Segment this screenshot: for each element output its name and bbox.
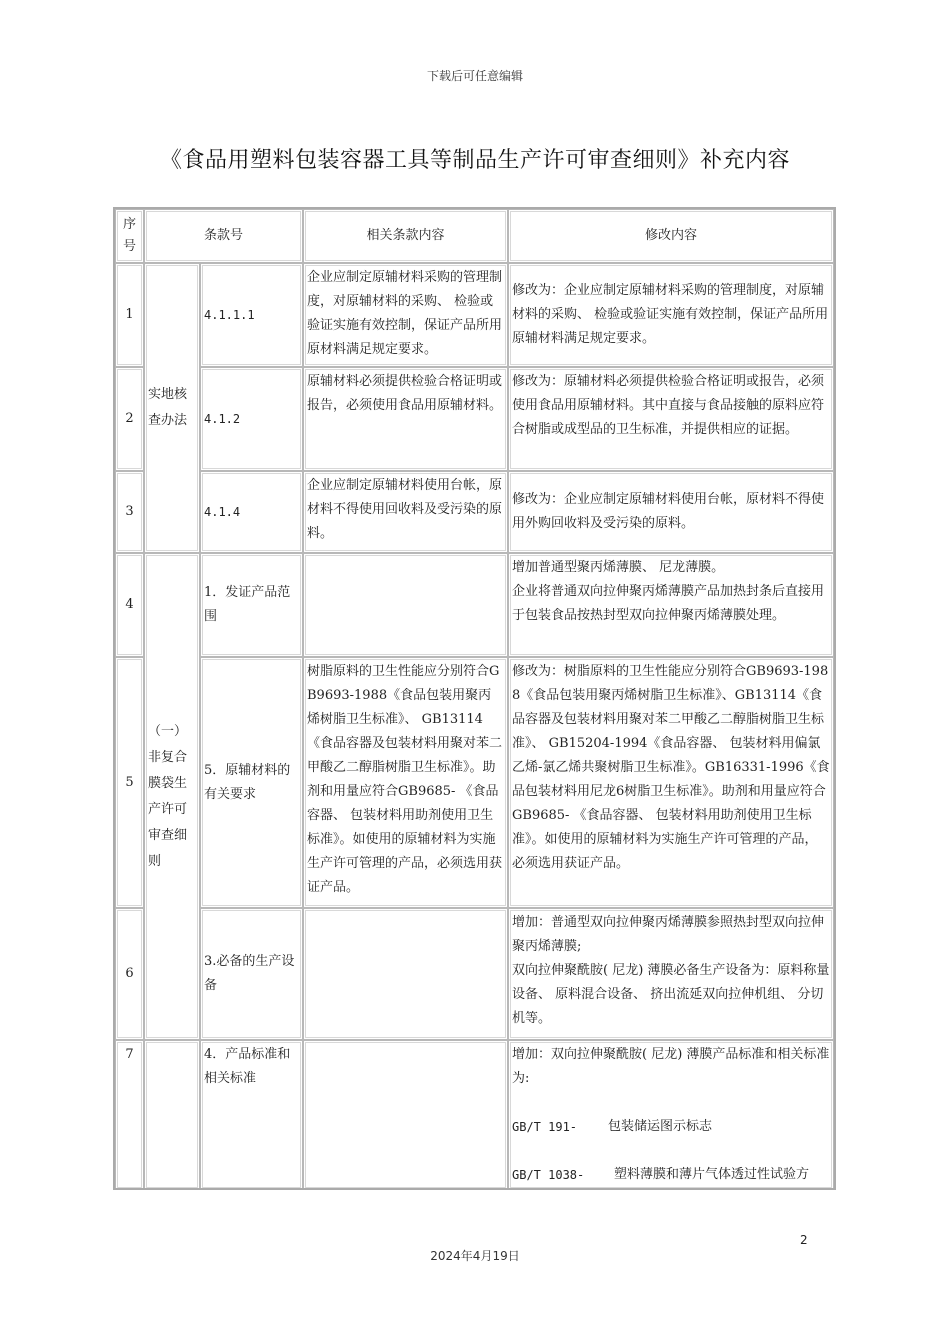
row-related <box>303 908 508 1040</box>
row-modified <box>508 1040 834 1190</box>
standard-entry <box>512 1115 830 1139</box>
row-modified: 修改为：企业应制定原辅材料使用台帐，原材料不得使用外购回收料及受污染的原料。 <box>508 471 834 553</box>
row-modified: 增加：普通型双向拉伸聚丙烯薄膜参照热封型双向拉伸聚丙烯薄膜; 双向拉伸聚酰胺( 尼龙) 薄膜必备生产设备为：原料称量设备、 原料混合设备、 挤出流延双向拉伸机组、 分切机等。 <box>508 908 834 1040</box>
row-seq: 3 <box>115 471 144 553</box>
row-seq: 5 <box>115 657 144 908</box>
supplement-table <box>113 207 836 1190</box>
row-seq: 6 <box>115 908 144 1040</box>
group-non-composite-film: （一）非复合膜袋生产许可审查细则 <box>144 553 200 1040</box>
row-clause: 5．原辅材料的有关要求 <box>200 657 303 908</box>
row-clause: 3.必备的生产设备 <box>200 908 303 1040</box>
header-related: 相关条款内容 <box>303 209 508 263</box>
row-related: 原辅材料必须提供检验合格证明或报告，必须使用食品用原辅材料。 <box>303 367 508 471</box>
row-seq: 4 <box>115 553 144 657</box>
row-related <box>303 1040 508 1190</box>
standard-code: GB/T 191- <box>512 1120 578 1134</box>
document-title: 《食品用塑料包装容器工具等制品生产许可审查细则》补充内容 <box>159 148 790 173</box>
row-related: 树脂原料的卫生性能应分别符合GB9693-1988《食品包装用聚丙烯树脂卫生标准》、 GB13114《食品容器及包装材料用聚对苯二甲酸乙二醇脂树脂卫生标准》。助剂和用量应符合GB9685- 《食品容器、 包装材料用助剂使用卫生标准》。如使用的原辅材料为实施生产许可管理的产品，必须选用获证产品。 <box>303 657 508 908</box>
row-related: 企业应制定原辅材料使用台帐，原材料不得使用回收料及受污染的原料。 <box>303 471 508 553</box>
row-related <box>303 553 508 657</box>
row-clause: 4.1.2 <box>200 367 303 471</box>
row-modified: 增加普通型聚丙烯薄膜、 尼龙薄膜。 企业将普通双向拉伸聚丙烯薄膜产品加热封条后直接用于包装食品按热封型双向拉伸聚丙烯薄膜处理。 <box>508 553 834 657</box>
standard-code: GB/T 1038- <box>512 1168 585 1182</box>
row-related: 企业应制定原辅材料采购的管理制度，对原辅材料的采购、 检验或验证实施有效控制，保证产品所用原材料满足规定要求。 <box>303 263 508 367</box>
standard-entry <box>512 1163 830 1187</box>
footer-date: 2024年4月19日 <box>430 1249 520 1263</box>
row-seq: 7 <box>115 1040 144 1190</box>
row-modified: 修改为：原辅材料必须提供检验合格证明或报告，必须使用食品用原辅材料。其中直接与食品接触的原料应符合树脂或成型品的卫生标准，并提供相应的证据。 <box>508 367 834 471</box>
header-modified: 修改内容 <box>508 209 834 263</box>
row-clause: 4.1.4 <box>200 471 303 553</box>
group-empty-cell <box>144 1040 200 1190</box>
row-seq: 2 <box>115 367 144 471</box>
row-clause: 1．发证产品范围 <box>200 553 303 657</box>
row-modified: 修改为：树脂原料的卫生性能应分别符合GB9693-1988《食品包装用聚丙烯树脂卫生标准》、GB13114《食品容器及包装材料用聚对苯二甲酸乙二醇脂树脂卫生标准》、 GB15204-1994《食品容器、 包装材料用偏氯乙烯-氯乙烯共聚树脂卫生标准》。GB16331-1996《食品包装材料用尼龙6树脂卫生标准》。助剂和用量应符合GB9685- 《食品容器、 包装材料用助剂使用卫生标准》。如使用的原辅材料为实施生产许可管理的产品，必须选用获证产品。 <box>508 657 834 908</box>
row-clause: 4．产品标准和相关标准 <box>200 1040 303 1190</box>
group-onsite-inspection: 实地核查办法 <box>144 263 200 553</box>
standard-name: 塑料薄膜和薄片气体透过性试验方 <box>614 1167 810 1182</box>
row-modified-text: 增加：双向拉伸聚酰胺( 尼龙) 薄膜产品标准和相关标准为: <box>512 1047 830 1086</box>
row-clause: 4.1.1.1 <box>200 263 303 367</box>
page-number: 2 <box>800 1233 808 1247</box>
header-note: 下载后可任意编辑 <box>426 69 523 83</box>
header-seq: 序号 <box>115 209 144 263</box>
standard-name: 包装储运图示标志 <box>608 1119 713 1134</box>
row-seq: 1 <box>115 263 144 367</box>
row-modified: 修改为：企业应制定原辅材料采购的管理制度，对原辅材料的采购、 检验或验证实施有效控制，保证产品所用原辅材料满足规定要求。 <box>508 263 834 367</box>
header-clause: 条款号 <box>144 209 303 263</box>
